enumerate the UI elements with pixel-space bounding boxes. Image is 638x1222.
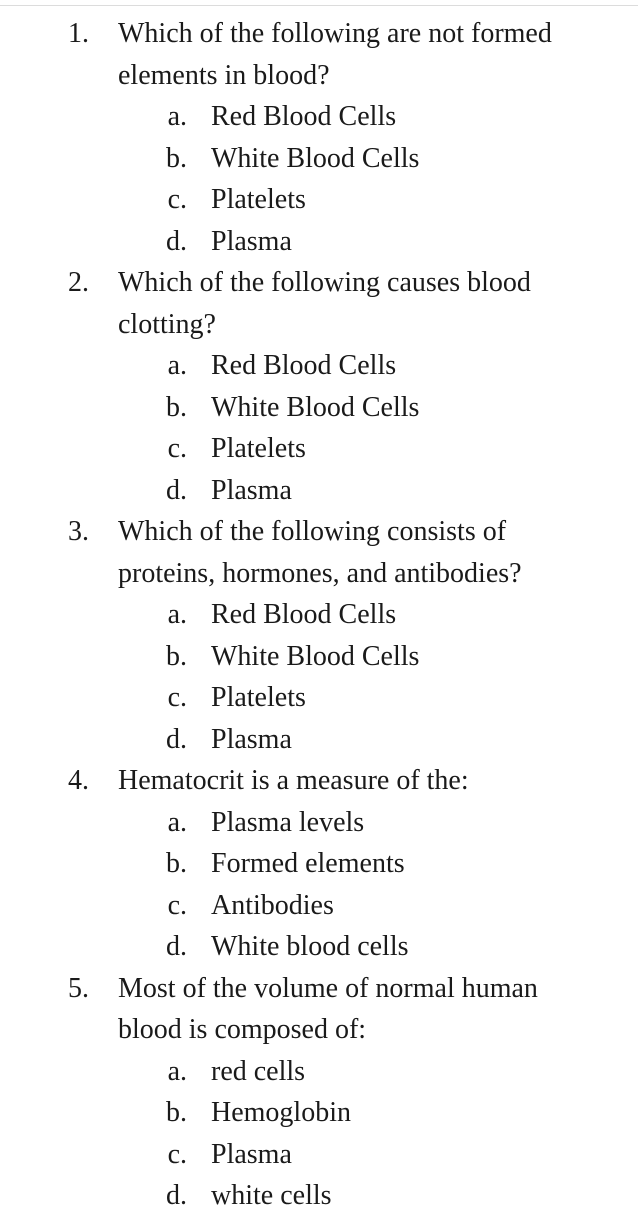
option-b [0,843,638,885]
option-c [0,1134,638,1176]
question-2 [0,262,638,345]
option-letter: d. [166,1180,187,1211]
option-letter: c. [167,184,187,215]
option-text: White Blood Cells [211,391,420,423]
option-d [0,926,638,968]
option-letter: c. [167,1138,187,1170]
question-text: Hematocrit is a measure of the: [118,765,469,796]
option-d [0,470,638,512]
option-c [0,179,638,221]
option-a [0,345,638,387]
option-letter: d. [166,225,187,257]
question-text: Which of the following causes blood clotting? [118,267,531,340]
quiz-list [0,13,638,1217]
question-text: Which of the following are not formed elements in blood? [118,18,552,91]
question-number: 1. [68,18,89,49]
question-4-options [0,802,638,968]
option-d [0,221,638,263]
question-text: Which of the following consists of proteins, hormones, and antibodies? [118,516,522,589]
option-text: Red Blood Cells [211,599,397,630]
option-text: Plasma [211,474,292,506]
question-number: 2. [68,267,89,298]
option-text: Red Blood Cells [211,101,397,132]
option-letter: b. [166,640,187,672]
question-5-options [0,1051,638,1217]
option-text: Plasma [211,1138,292,1170]
option-d [0,719,638,761]
option-letter: c. [167,682,187,713]
option-letter: d. [166,931,187,962]
option-letter: c. [167,433,187,464]
question-2-options [0,345,638,511]
option-b [0,636,638,678]
top-divider [0,5,638,6]
option-b [0,138,638,180]
option-letter: a. [167,806,187,838]
option-text: Hemoglobin [211,1097,351,1128]
question-number: 3. [68,516,89,547]
option-c [0,677,638,719]
question-number: 5. [68,972,89,1004]
option-letter: b. [166,391,187,423]
option-text: Plasma [211,225,292,257]
option-text: Antibodies [211,889,334,921]
option-letter: b. [166,1097,187,1128]
option-text: white cells [211,1180,332,1211]
option-text: Plasma [211,723,292,755]
option-letter: b. [166,848,187,879]
option-b [0,1092,638,1134]
option-b [0,387,638,429]
option-a [0,802,638,844]
option-a [0,96,638,138]
option-d [0,1175,638,1217]
option-letter: a. [167,1055,187,1087]
option-text: Platelets [211,433,306,464]
option-c [0,885,638,927]
option-c [0,428,638,470]
option-text: Platelets [211,184,306,215]
question-text: Most of the volume of normal human blood is composed of: [118,972,538,1045]
option-letter: d. [166,723,187,755]
question-1-options [0,96,638,262]
option-text: Red Blood Cells [211,350,397,381]
question-number: 4. [68,765,89,796]
option-text: Formed elements [211,848,405,879]
question-3 [0,511,638,594]
option-letter: d. [166,474,187,506]
option-letter: a. [167,599,187,630]
question-1 [0,13,638,96]
option-a [0,594,638,636]
option-letter: a. [167,350,187,381]
option-text: red cells [211,1055,306,1087]
option-letter: b. [166,142,187,174]
option-a [0,1051,638,1093]
question-3-options [0,594,638,760]
option-letter: a. [167,101,187,132]
option-text: White Blood Cells [211,142,420,174]
question-4 [0,760,638,802]
option-text: Platelets [211,682,306,713]
option-text: Plasma levels [211,806,365,838]
option-text: White blood cells [211,931,409,962]
question-5 [0,968,638,1051]
option-text: White Blood Cells [211,640,420,672]
option-letter: c. [167,889,187,921]
